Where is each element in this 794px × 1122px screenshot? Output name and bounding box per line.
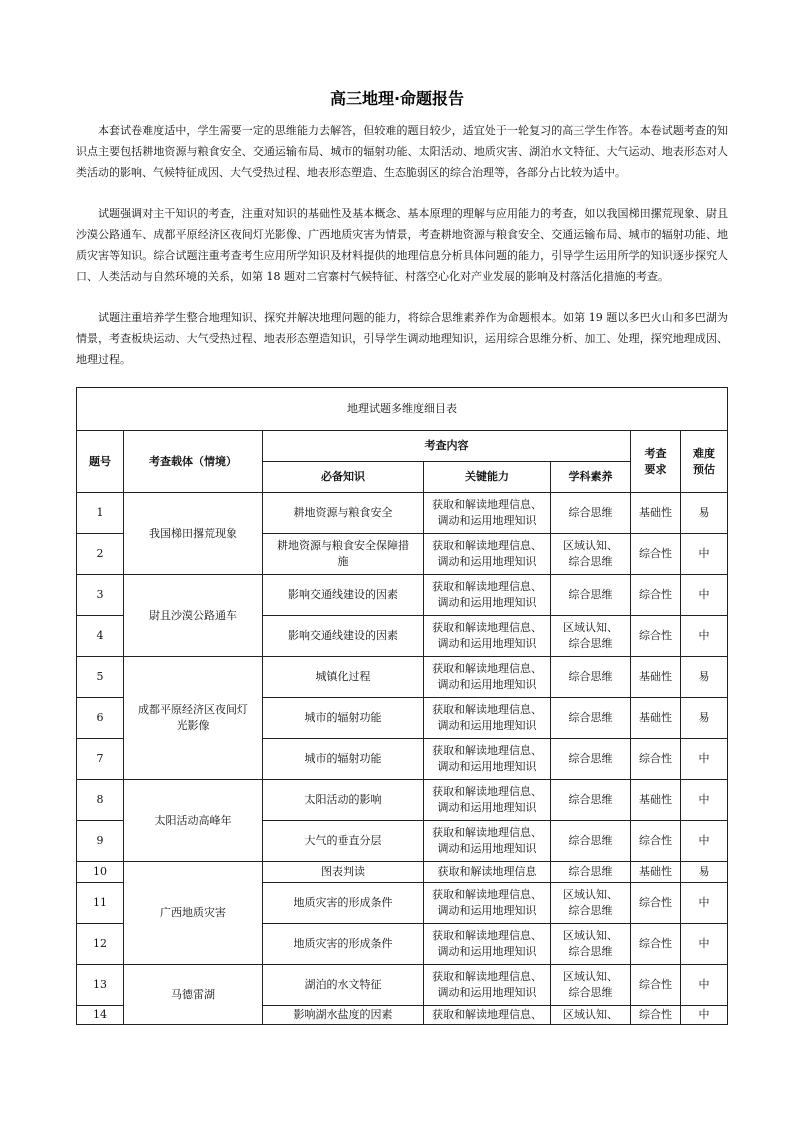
carrier-cell: 成都平原经济区夜间灯 光影像 [124,657,263,780]
header-carrier: 考查载体（情境） [124,431,263,493]
table-row: 14 影响湖水盐度的因素 获取和解读地理信息、 区域认知、 综合性 中 [77,1006,728,1025]
table-row: 10 广西地质灾害 图表判读 获取和解读地理信息 综合思维 基础性 易 [77,862,728,883]
detail-table [76,387,728,1025]
table-row: 5 成都平原经济区夜间灯 光影像 城镇化过程 获取和解读地理信息、 调动和运用地理知识 综合思维 基础性 易 [77,657,728,698]
table-row: 12 地质灾害的形成条件 获取和解读地理信息、 调动和运用地理知识 区域认知、 综合思维 综合性 中 [77,924,728,965]
table-row: 4 影响交通线建设的因素 获取和解读地理信息、 调动和运用地理知识 区域认知、 综合思维 综合性 中 [77,616,728,657]
carrier-cell: 太阳活动高峰年 [124,780,263,862]
paragraph-1: 本套试卷难度适中，学生需要一定的思维能力去解答，但较难的题目较少，适宜处于一轮复习的高三学生作答。本卷试题考查的知识点主要包括耕地资源与粮食安全、交通运输布局、城市的辐射功能、太阳活动、地质灾害、湖泊水文特征、大气运动、地表形态对人类活动的影响、气候特征成因、大气受热过程、地表形态塑造、生态脆弱区的综合治理等，各部分占比较为适中。 [76,124,728,179]
carrier-cell: 广西地质灾害 [124,862,263,965]
table-row: 8 太阳活动高峰年 太阳活动的影响 获取和解读地理信息、 调动和运用地理知识 综合思维 基础性 中 [77,780,728,821]
carrier-cell: 我国梯田撂荒现象 [124,493,263,575]
table-row: 9 大气的垂直分层 获取和解读地理信息、 调动和运用地理知识 综合思维 综合性 中 [77,821,728,862]
header-knowledge: 必备知识 [263,462,424,493]
table-caption: 地理试题多维度细目表 [77,388,728,431]
page-title: 高三地理·命题报告 [329,89,465,108]
table-row: 6 城市的辐射功能 获取和解读地理信息、 调动和运用地理知识 综合思维 基础性 易 [77,698,728,739]
header-no: 题号 [77,431,124,493]
header-requirement: 考查 要求 [631,431,681,493]
header-ability: 关键能力 [424,462,551,493]
table-row: 11 地质灾害的形成条件 获取和解读地理信息、 调动和运用地理知识 区域认知、 综合思维 综合性 中 [77,883,728,924]
table-row: 3 尉且沙漠公路通车 影响交通线建设的因素 获取和解读地理信息、 调动和运用地理知识 综合思维 综合性 中 [77,575,728,616]
carrier-cell: 尉且沙漠公路通车 [124,575,263,657]
header-content: 考查内容 [263,431,631,462]
header-difficulty: 难度 预估 [681,431,728,493]
paragraph-3: 试题注重培养学生整合地理知识、探究并解决地理问题的能力，将综合思维素养作为命题根本。如第 19 题以多巴火山和多巴湖为情景，考查板块运动、大气受热过程、地表形态塑造知识，引导学生调动地理知识，运用综合思维分析、加工、处理，探究地理成因、地理过程。 [76,311,728,366]
paragraph-2: 试题强调对主干知识的考查，注重对知识的基础性及基本概念、基本原理的理解与应用能力的考查，如以我国梯田摞荒现象、尉且沙漠公路通车、成都平原经济区夜间灯光影像、广西地质灾害为情景，考查耕地资源与粮食安全、交通运输布局、城市的辐射功能、地质灾害等知识。综合试题注重考查考生应用所学知识及材料提供的地理信息分析具体问题的能力，引导学生运用所学的知识逐步探究人口、人类活动与自然环境的关系，如第 18 题对二官寨村气候特征、村落空心化对产业发展的影响及村落活化措施的考查。 [76,207,728,283]
carrier-cell: 马德雷湖 [124,965,263,1025]
table-row: 1 我国梯田撂荒现象 耕地资源与粮食安全 获取和解读地理信息、 调动和运用地理知识 综合思维 基础性 易 [77,493,728,534]
table-row: 2 耕地资源与粮食安全保障措 施 获取和解读地理信息、 调动和运用地理知识 区域认知、 综合思维 综合性 中 [77,534,728,575]
table-row: 13 马德雷湖 湖泊的水文特征 获取和解读地理信息、 调动和运用地理知识 区域认知、 综合思维 综合性 中 [77,965,728,1006]
table-row: 7 城市的辐射功能 获取和解读地理信息、 调动和运用地理知识 综合思维 综合性 中 [77,739,728,780]
header-literacy: 学科素养 [551,462,631,493]
